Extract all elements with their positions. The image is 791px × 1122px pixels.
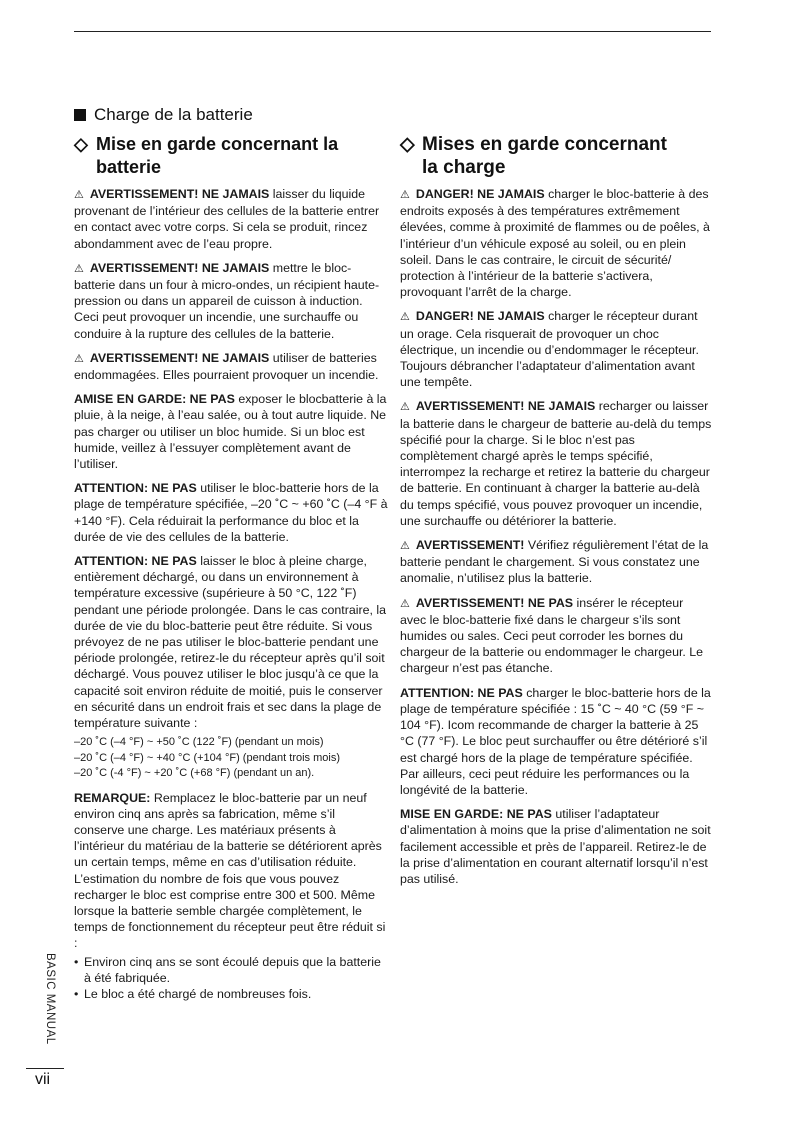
- left-heading: ◇ Mise en garde concernant la batterie: [74, 134, 339, 177]
- list-item: • Le bloc a été chargé de nombreuses fois.: [74, 986, 312, 1001]
- right-attention-1: ATTENTION: NE PAS charger le bloc-batterie hors de la plage de température spécifiée : 15 ˚C ~ 40 °C (59 °F ~ 104 °F). Icom recommande de charger la batterie à 25 °C (77 °F). Le bloc peut surchauffer ou être détérioré s’il est chargé hors de la plage de température spécifiée. Par ailleurs, ceci peut réduire les performances ou la longévité de la batterie.: [400, 685, 711, 797]
- left-column: [74, 133, 388, 1002]
- warning-icon: ⚠: [400, 189, 410, 201]
- warning-icon: ⚠: [400, 401, 410, 414]
- right-warning-2: ⚠ AVERTISSEMENT! Vérifiez régulièrement l’état de la batterie pendant le chargement. Si vous constatez une anomalie, n’utilisez plus la batterie.: [400, 538, 709, 586]
- left-caution-1: AMISE EN GARDE: NE PAS exposer le blocbatterie à la pluie, à la neige, à l’eau salée, ou à tout autre liquide. Ne pas charger ou utiliser un bloc humide. Si un bloc est humide, veillez à l’essuyer complètement avant de l’utiliser.: [74, 392, 387, 472]
- bullet-icon: •: [74, 986, 79, 1001]
- warning-icon: ⚠: [400, 597, 410, 610]
- right-danger-2: ⚠ DANGER! NE JAMAIS charger le récepteur durant un orage. Cela risquerait de provoquer un choc électrique, un incendie ou d’endommager le récepteur. Toujours débrancher l’adaptateur d’alimentation avant une tempête.: [400, 309, 699, 390]
- section-title: Charge de la batterie: [74, 104, 253, 126]
- right-danger-1: ⚠ DANGER! NE JAMAIS charger le bloc-batterie à des endroits exposés à des températures extrêmement élevées, comme à proximité de flammes ou de poêles, à l’intérieur d’un véhicule exposé au soleil, ou en plein soleil. Dans le cas contraire, le circuit de sécurité/ protection à l’intérieur de la batterie s’activera, provoquant l’arrêt de la charge.: [400, 187, 710, 300]
- temp-line: –20 ˚C (–4 °F) ~ +40 °C (+104 °F) (pendant trois mois): [74, 751, 340, 764]
- left-attention-1: ATTENTION: NE PAS utiliser le bloc-batterie hors de la plage de température spécifiée, –20 ˚C ~ +60 ˚C (–4 °F à +140 °F). Cela réduirait la performance du bloc et la durée de vie des cellules de la batterie.: [74, 481, 388, 544]
- right-heading: ◇ Mises en garde concernant la charge: [400, 134, 667, 178]
- warning-icon: ⚠: [400, 540, 410, 553]
- left-warning-1: ⚠ AVERTISSEMENT! NE JAMAIS laisser du liquide provenant de l’intérieur des cellules de la batterie entrer en contact avec votre corps. Si cela se produit, rincez abondamment avec de l’eau propre.: [74, 187, 380, 251]
- right-warning-1: ⚠ AVERTISSEMENT! NE JAMAIS recharger ou laisser la batterie dans le chargeur de batterie au-delà du temps spécifié pour la charge. Si le bloc n’est pas complètement chargé après le temps spécifié, interrompez la recharge et retirez la batterie du chargeur de batterie. En continuant à charger la batterie au-delà du temps spécifié, vous pouvez provoquer un incendie, une surchauffe ou détériorer la batterie.: [400, 399, 712, 528]
- warning-icon: ⚠: [400, 311, 410, 324]
- bullet-icon: •: [74, 954, 79, 969]
- left-warning-3: ⚠ AVERTISSEMENT! NE JAMAIS utiliser de batteries endommagées. Elles pourraient provoquer un incendie.: [74, 350, 379, 383]
- side-label: BASIC MANUAL: [44, 953, 56, 1045]
- warning-icon: ⚠: [74, 352, 84, 365]
- temp-line: –20 ˚C (–4 °F) ~ +50 ˚C (122 ˚F) (pendant un mois): [74, 736, 324, 749]
- left-warning-2: ⚠ AVERTISSEMENT! NE JAMAIS mettre le bloc-batterie dans un four à micro-ondes, un récipient haute-pression ou dans un appareil de cuisson à induction. Ceci peut provoquer un incendie, une surchauffe ou conduire à la rupture des cellules de la batterie.: [74, 260, 380, 341]
- storage-temperatures: [74, 735, 388, 781]
- temp-line: –20 ˚C (-4 °F) ~ +20 ˚C (+68 °F) (pendant un an).: [74, 767, 315, 780]
- list-item: • Environ cinq ans se sont écoulé depuis que la batterie à été fabriquée.: [74, 954, 381, 985]
- remark-list: [74, 954, 388, 1003]
- right-warning-3: ⚠ AVERTISSEMENT! NE PAS insérer le récepteur avec le bloc-batterie fixé dans le chargeur s’ils sont humides ou sales. Ceci peut corroder les bornes du chargeur de la batterie ou endommager le chargeur. Le chargeur n’est pas étanche.: [400, 595, 704, 676]
- right-column: [400, 133, 712, 895]
- footer-rule: [26, 1068, 64, 1069]
- diamond-icon: ◇: [74, 134, 88, 154]
- warning-icon: ⚠: [74, 189, 84, 201]
- page-number: vii: [35, 1071, 51, 1088]
- top-rule: [74, 31, 711, 32]
- warning-icon: ⚠: [74, 262, 84, 275]
- right-caution-1: MISE EN GARDE: NE PAS utiliser l’adaptateur d’alimentation à moins que la prise d’alimentation ne soit facilement accessible et près de l’appareil. Retirez-le de la prise d’alimentation en courant alternatif lorsqu’il n’est pas utilisé.: [400, 807, 711, 886]
- square-bullet-icon: [74, 109, 86, 121]
- diamond-icon: ◇: [400, 134, 415, 155]
- left-remark: REMARQUE: Remplacez le bloc-batterie par un neuf environ cinq ans après sa fabrication, même s’il conserve une charge. Les matériaux présents à l’intérieur du matériau de la batterie se détériorent après un certain temps, même en cas d’utilisation réduite. L’estimation du nombre de fois que vous pouvez recharger le bloc est comprise entre 300 et 500. Même lorsque la batterie semble chargée complètement, le temps de fonctionnement du récepteur peut être réduit si :: [74, 790, 386, 951]
- left-attention-2: ATTENTION: NE PAS laisser le bloc à pleine charge, entièrement déchargé, ou dans un environnement à température excessive (supérieure à 50 °C, 122 ˚F) pendant une période prolongée. Dans le cas contraire, la durée de vie du bloc-batterie peut être réduite. Si vous prévoyez de ne pas utiliser le bloc-batterie pendant une période prolongée, retirez-le du récepteur après qu’il soit déchargé. Vous pouvez utiliser le bloc jusqu’à ce que la capacité soit environ réduite de moitié, puis le conserver en sécurité dans un endroit frais et sec dans la plage de température suivante :: [74, 554, 387, 731]
